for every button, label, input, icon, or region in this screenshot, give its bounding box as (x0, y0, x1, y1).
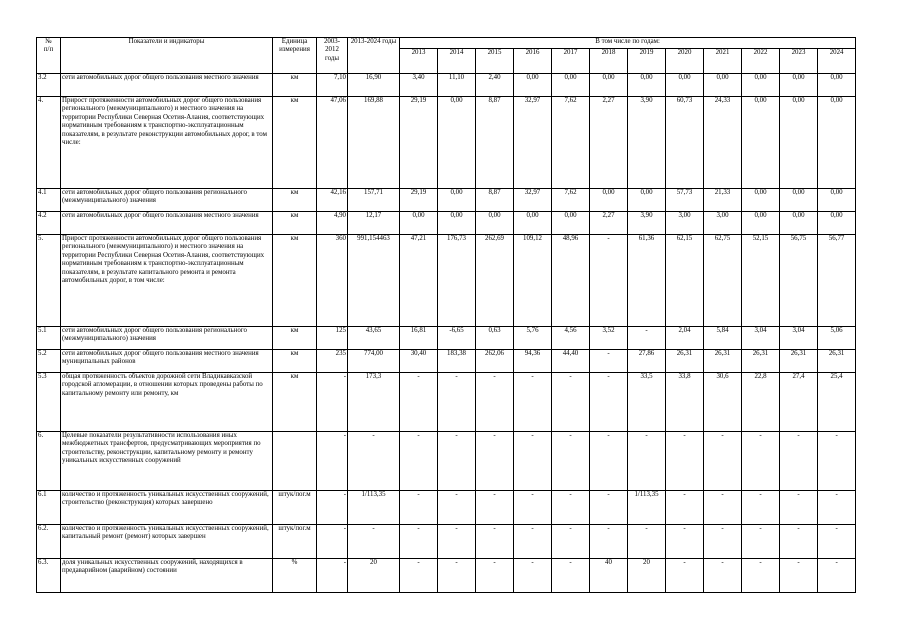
row-year-value: - (476, 525, 514, 559)
row-year-value: 27,4 (780, 373, 818, 432)
row-year-value: 25,4 (818, 373, 856, 432)
row-value-2013-2024: 774,00 (348, 350, 400, 373)
row-year-value: - (742, 559, 780, 593)
row-year-value: 0,00 (590, 189, 628, 212)
row-year-value: - (438, 432, 476, 491)
row-year-value: 32,97 (514, 97, 552, 189)
table-row (37, 212, 856, 235)
row-year-value: 0,00 (818, 97, 856, 189)
row-year-value: 5,84 (704, 327, 742, 350)
row-unit: % (273, 559, 317, 593)
row-year-value: - (818, 525, 856, 559)
row-value-2003-2012: - (317, 373, 348, 432)
table-row (37, 189, 856, 212)
row-year-value: - (400, 491, 438, 525)
row-year-value: 3,00 (666, 212, 704, 235)
row-year-value: 0,00 (742, 74, 780, 97)
row-year-value: 22,8 (742, 373, 780, 432)
row-year-value: 0,00 (552, 212, 590, 235)
row-year-value: 0,00 (780, 74, 818, 97)
header-year: 2020 (666, 49, 704, 74)
row-year-value: - (742, 525, 780, 559)
row-value-2013-2024: 20 (348, 559, 400, 593)
row-year-value: 0,00 (590, 74, 628, 97)
row-year-value: 61,36 (628, 235, 666, 327)
header-indicator: Показатели и индикаторы (61, 38, 273, 74)
row-year-value: 3,40 (400, 74, 438, 97)
row-year-value: 52,15 (742, 235, 780, 327)
row-unit: км (273, 327, 317, 350)
row-number: 6.1 (37, 491, 61, 525)
row-year-value: - (590, 373, 628, 432)
row-unit (273, 432, 317, 491)
row-year-value: 20 (628, 559, 666, 593)
row-year-value: - (438, 491, 476, 525)
row-year-value: 183,38 (438, 350, 476, 373)
row-value-2003-2012: 360 (317, 235, 348, 327)
header-period-2003-2012: 2003-2012 годы (317, 38, 348, 74)
row-year-value: 40 (590, 559, 628, 593)
row-year-value: 0,00 (400, 212, 438, 235)
row-year-value: 3,04 (780, 327, 818, 350)
row-year-value: - (780, 525, 818, 559)
row-year-value: - (780, 491, 818, 525)
row-year-value: 0,00 (818, 74, 856, 97)
row-number: 5.1 (37, 327, 61, 350)
row-year-value: 262,06 (476, 350, 514, 373)
header-year: 2022 (742, 49, 780, 74)
header-year: 2014 (438, 49, 476, 74)
row-year-value: - (514, 525, 552, 559)
row-year-value: 3,04 (742, 327, 780, 350)
table-row (37, 525, 856, 559)
row-value-2013-2024: 991,154463 (348, 235, 400, 327)
row-year-value: - (552, 491, 590, 525)
row-year-value: - (590, 350, 628, 373)
header-year: 2017 (552, 49, 590, 74)
row-year-value: 0,00 (438, 212, 476, 235)
row-indicator-name: доля уникальных искусственных сооружений, находящихся в предаварийном (аварийном) состоянии (61, 559, 273, 593)
row-year-value: 24,33 (704, 97, 742, 189)
row-number: 5. (37, 235, 61, 327)
row-year-value: - (476, 559, 514, 593)
row-year-value: 0,00 (780, 189, 818, 212)
table-row (37, 327, 856, 350)
row-year-value: 0,00 (628, 189, 666, 212)
row-number: 5.2 (37, 350, 61, 373)
row-year-value: 33,8 (666, 373, 704, 432)
row-year-value: 26,31 (666, 350, 704, 373)
row-indicator-name: количество и протяженность уникальных искусственных сооружений, капитальный ремонт (ремонт) которых завершен (61, 525, 273, 559)
row-year-value: - (476, 491, 514, 525)
row-year-value: 0,00 (742, 212, 780, 235)
row-year-value: 21,33 (704, 189, 742, 212)
row-year-value: 26,31 (780, 350, 818, 373)
header-by-years: В том числе по годам: (400, 38, 856, 49)
row-year-value: - (666, 432, 704, 491)
row-value-2003-2012: - (317, 559, 348, 593)
row-value-2003-2012: 4,90 (317, 212, 348, 235)
row-year-value: 3,00 (704, 212, 742, 235)
row-year-value: 33,5 (628, 373, 666, 432)
row-year-value: - (400, 525, 438, 559)
row-year-value: 26,31 (704, 350, 742, 373)
row-year-value: 0,00 (742, 189, 780, 212)
row-year-value: 11,10 (438, 74, 476, 97)
row-year-value: 48,96 (552, 235, 590, 327)
row-year-value: - (704, 491, 742, 525)
row-year-value: 8,87 (476, 97, 514, 189)
row-year-value: 57,73 (666, 189, 704, 212)
row-year-value: - (514, 373, 552, 432)
row-year-value: 0,00 (780, 97, 818, 189)
row-year-value: - (590, 525, 628, 559)
row-value-2003-2012: - (317, 491, 348, 525)
row-year-value: - (628, 432, 666, 491)
row-year-value: - (514, 491, 552, 525)
row-year-value: - (704, 432, 742, 491)
row-number: 4.2 (37, 212, 61, 235)
row-indicator-name: Прирост протяженности автомобильных дорог общего пользования регионального (межмуниципального) и местного значения на территории Республики Северная Осетия-Алания, соответствующих нормативным требованиям к транспортно-эксплуатационным показателям, в результате реконструкции автомобильных дорог, в том числе: (61, 97, 273, 189)
row-number: 3.2 (37, 74, 61, 97)
row-year-value: 32,97 (514, 189, 552, 212)
row-number: 5.3 (37, 373, 61, 432)
row-year-value: - (818, 491, 856, 525)
table-row (37, 350, 856, 373)
row-year-value: 5,76 (514, 327, 552, 350)
row-year-value: - (590, 491, 628, 525)
indicators-table (36, 37, 856, 593)
header-period-2013-2024: 2013-2024 годы (348, 38, 400, 74)
header-unit: Единица измерения (273, 38, 317, 74)
row-unit: штук/пог.м (273, 491, 317, 525)
table-row (37, 74, 856, 97)
row-indicator-name: общая протяженность объектов дорожной сети Владикавказской городской агломерации, в отношении которых проведены работы по капитальному ремонту или ремонту, км (61, 373, 273, 432)
row-year-value: - (590, 235, 628, 327)
row-value-2003-2012: 235 (317, 350, 348, 373)
row-year-value: - (780, 432, 818, 491)
row-year-value: - (628, 327, 666, 350)
row-year-value: 94,36 (514, 350, 552, 373)
table-row (37, 432, 856, 491)
row-year-value: - (704, 559, 742, 593)
row-value-2003-2012: - (317, 432, 348, 491)
row-unit: км (273, 74, 317, 97)
row-year-value: 109,12 (514, 235, 552, 327)
row-year-value: 2,04 (666, 327, 704, 350)
row-year-value: 176,73 (438, 235, 476, 327)
row-indicator-name: Прирост протяженности автомобильных дорог общего пользования регионального (межмуниципального) и местного значения на территории Республики Северная Осетия-Алания, соответствующих нормативным требованиям к транспортно-эксплуатационным показателям, в результате капитального ремонта и ремонта автомобильных дорог, в том числе: (61, 235, 273, 327)
row-year-value: 0,00 (780, 212, 818, 235)
row-year-value: 3,52 (590, 327, 628, 350)
row-year-value: 29,19 (400, 97, 438, 189)
row-year-value: - (438, 525, 476, 559)
table-row (37, 235, 856, 327)
row-unit: км (273, 373, 317, 432)
row-value-2013-2024: 157,71 (348, 189, 400, 212)
row-value-2013-2024: 12,17 (348, 212, 400, 235)
header-year: 2013 (400, 49, 438, 74)
row-year-value: 0,00 (666, 74, 704, 97)
row-year-value: 2,27 (590, 212, 628, 235)
row-year-value: 0,00 (514, 212, 552, 235)
row-unit: штук/пог.м (273, 525, 317, 559)
row-indicator-name: количество и протяженность уникальных искусственных сооружений, строительство (реконструкция) которых завершено (61, 491, 273, 525)
row-indicator-name: сети автомобильных дорог общего пользования местного значения (61, 212, 273, 235)
row-year-value: 7,62 (552, 189, 590, 212)
row-unit: км (273, 97, 317, 189)
row-year-value: - (590, 432, 628, 491)
row-year-value: - (742, 432, 780, 491)
header-year: 2023 (780, 49, 818, 74)
row-value-2003-2012: 42,16 (317, 189, 348, 212)
row-year-value: 4,56 (552, 327, 590, 350)
row-year-value: 0,00 (742, 97, 780, 189)
row-value-2013-2024: 1/113,35 (348, 491, 400, 525)
row-year-value: - (666, 559, 704, 593)
row-indicator-name: сети автомобильных дорог общего пользования местного значения муниципальных районов (61, 350, 273, 373)
row-year-value: - (438, 373, 476, 432)
row-year-value: 0,00 (514, 74, 552, 97)
row-year-value: - (818, 432, 856, 491)
row-year-value: 5,06 (818, 327, 856, 350)
row-year-value: - (400, 559, 438, 593)
row-year-value: 2,27 (590, 97, 628, 189)
header-year: 2018 (590, 49, 628, 74)
row-unit: км (273, 189, 317, 212)
row-year-value: 26,31 (818, 350, 856, 373)
header-row-1 (37, 38, 856, 49)
row-number: 6.2. (37, 525, 61, 559)
row-value-2013-2024: - (348, 432, 400, 491)
row-year-value: 30,6 (704, 373, 742, 432)
row-number: 4. (37, 97, 61, 189)
row-year-value: 0,00 (438, 189, 476, 212)
row-year-value: 3,90 (628, 212, 666, 235)
row-indicator-name: сети автомобильных дорог общего пользования регионального (межмуниципального) значения (61, 189, 273, 212)
header-year: 2019 (628, 49, 666, 74)
row-year-value: - (666, 491, 704, 525)
row-year-value: - (742, 491, 780, 525)
row-unit: км (273, 350, 317, 373)
row-year-value: 8,87 (476, 189, 514, 212)
row-indicator-name: сети автомобильных дорог общего пользования местного значения (61, 74, 273, 97)
row-number: 6. (37, 432, 61, 491)
row-value-2013-2024: - (348, 525, 400, 559)
row-unit: км (273, 235, 317, 327)
table-row (37, 559, 856, 593)
row-number: 6.3. (37, 559, 61, 593)
row-year-value: - (476, 373, 514, 432)
row-year-value: 62,75 (704, 235, 742, 327)
header-year: 2024 (818, 49, 856, 74)
row-value-2003-2012: 47,06 (317, 97, 348, 189)
row-year-value: 29,19 (400, 189, 438, 212)
row-year-value: - (400, 373, 438, 432)
row-year-value: -6,65 (438, 327, 476, 350)
row-year-value: - (666, 525, 704, 559)
table-row (37, 97, 856, 189)
row-value-2013-2024: 16,90 (348, 74, 400, 97)
row-year-value: - (552, 559, 590, 593)
row-year-value: - (780, 559, 818, 593)
row-value-2013-2024: 173,3 (348, 373, 400, 432)
row-year-value: 16,81 (400, 327, 438, 350)
header-year: 2015 (476, 49, 514, 74)
row-year-value: 0,63 (476, 327, 514, 350)
row-year-value: 0,00 (628, 74, 666, 97)
row-year-value: 3,90 (628, 97, 666, 189)
row-year-value: - (552, 432, 590, 491)
row-year-value: 0,00 (476, 212, 514, 235)
row-year-value: - (704, 525, 742, 559)
row-year-value: 2,40 (476, 74, 514, 97)
row-year-value: 0,00 (552, 74, 590, 97)
row-value-2013-2024: 169,88 (348, 97, 400, 189)
header-year: 2016 (514, 49, 552, 74)
row-year-value: 47,21 (400, 235, 438, 327)
row-year-value: - (552, 525, 590, 559)
table-row (37, 491, 856, 525)
row-year-value: - (400, 432, 438, 491)
row-year-value: 30,40 (400, 350, 438, 373)
row-value-2013-2024: 43,65 (348, 327, 400, 350)
row-year-value: 7,62 (552, 97, 590, 189)
header-num: № п/п (37, 38, 61, 74)
row-year-value: - (514, 432, 552, 491)
row-year-value: - (552, 373, 590, 432)
row-year-value: 56,77 (818, 235, 856, 327)
row-year-value: - (818, 559, 856, 593)
header-year: 2021 (704, 49, 742, 74)
row-year-value: - (628, 525, 666, 559)
row-indicator-name: Целевые показатели результативности использования иных межбюджетных трансфертов, предусматривающих мероприятия по строительству, реконструкции, капитальному ремонту и ремонту уникальных искусственных сооружений (61, 432, 273, 491)
row-year-value: 262,69 (476, 235, 514, 327)
row-year-value: - (476, 432, 514, 491)
table-row (37, 373, 856, 432)
row-unit: км (273, 212, 317, 235)
row-year-value: 62,15 (666, 235, 704, 327)
row-value-2003-2012: - (317, 525, 348, 559)
row-value-2003-2012: 7,10 (317, 74, 348, 97)
row-year-value: 0,00 (818, 212, 856, 235)
row-year-value: 60,73 (666, 97, 704, 189)
row-year-value: 0,00 (704, 74, 742, 97)
row-year-value: - (514, 559, 552, 593)
row-value-2003-2012: 125 (317, 327, 348, 350)
row-number: 4.1 (37, 189, 61, 212)
row-year-value: 0,00 (818, 189, 856, 212)
row-year-value: 26,31 (742, 350, 780, 373)
row-year-value: 1/113,35 (628, 491, 666, 525)
row-year-value: 44,40 (552, 350, 590, 373)
row-year-value: 27,86 (628, 350, 666, 373)
row-year-value: 56,75 (780, 235, 818, 327)
row-year-value: 0,00 (438, 97, 476, 189)
row-indicator-name: сети автомобильных дорог общего пользования регионального (межмуниципального) значения (61, 327, 273, 350)
row-year-value: - (438, 559, 476, 593)
